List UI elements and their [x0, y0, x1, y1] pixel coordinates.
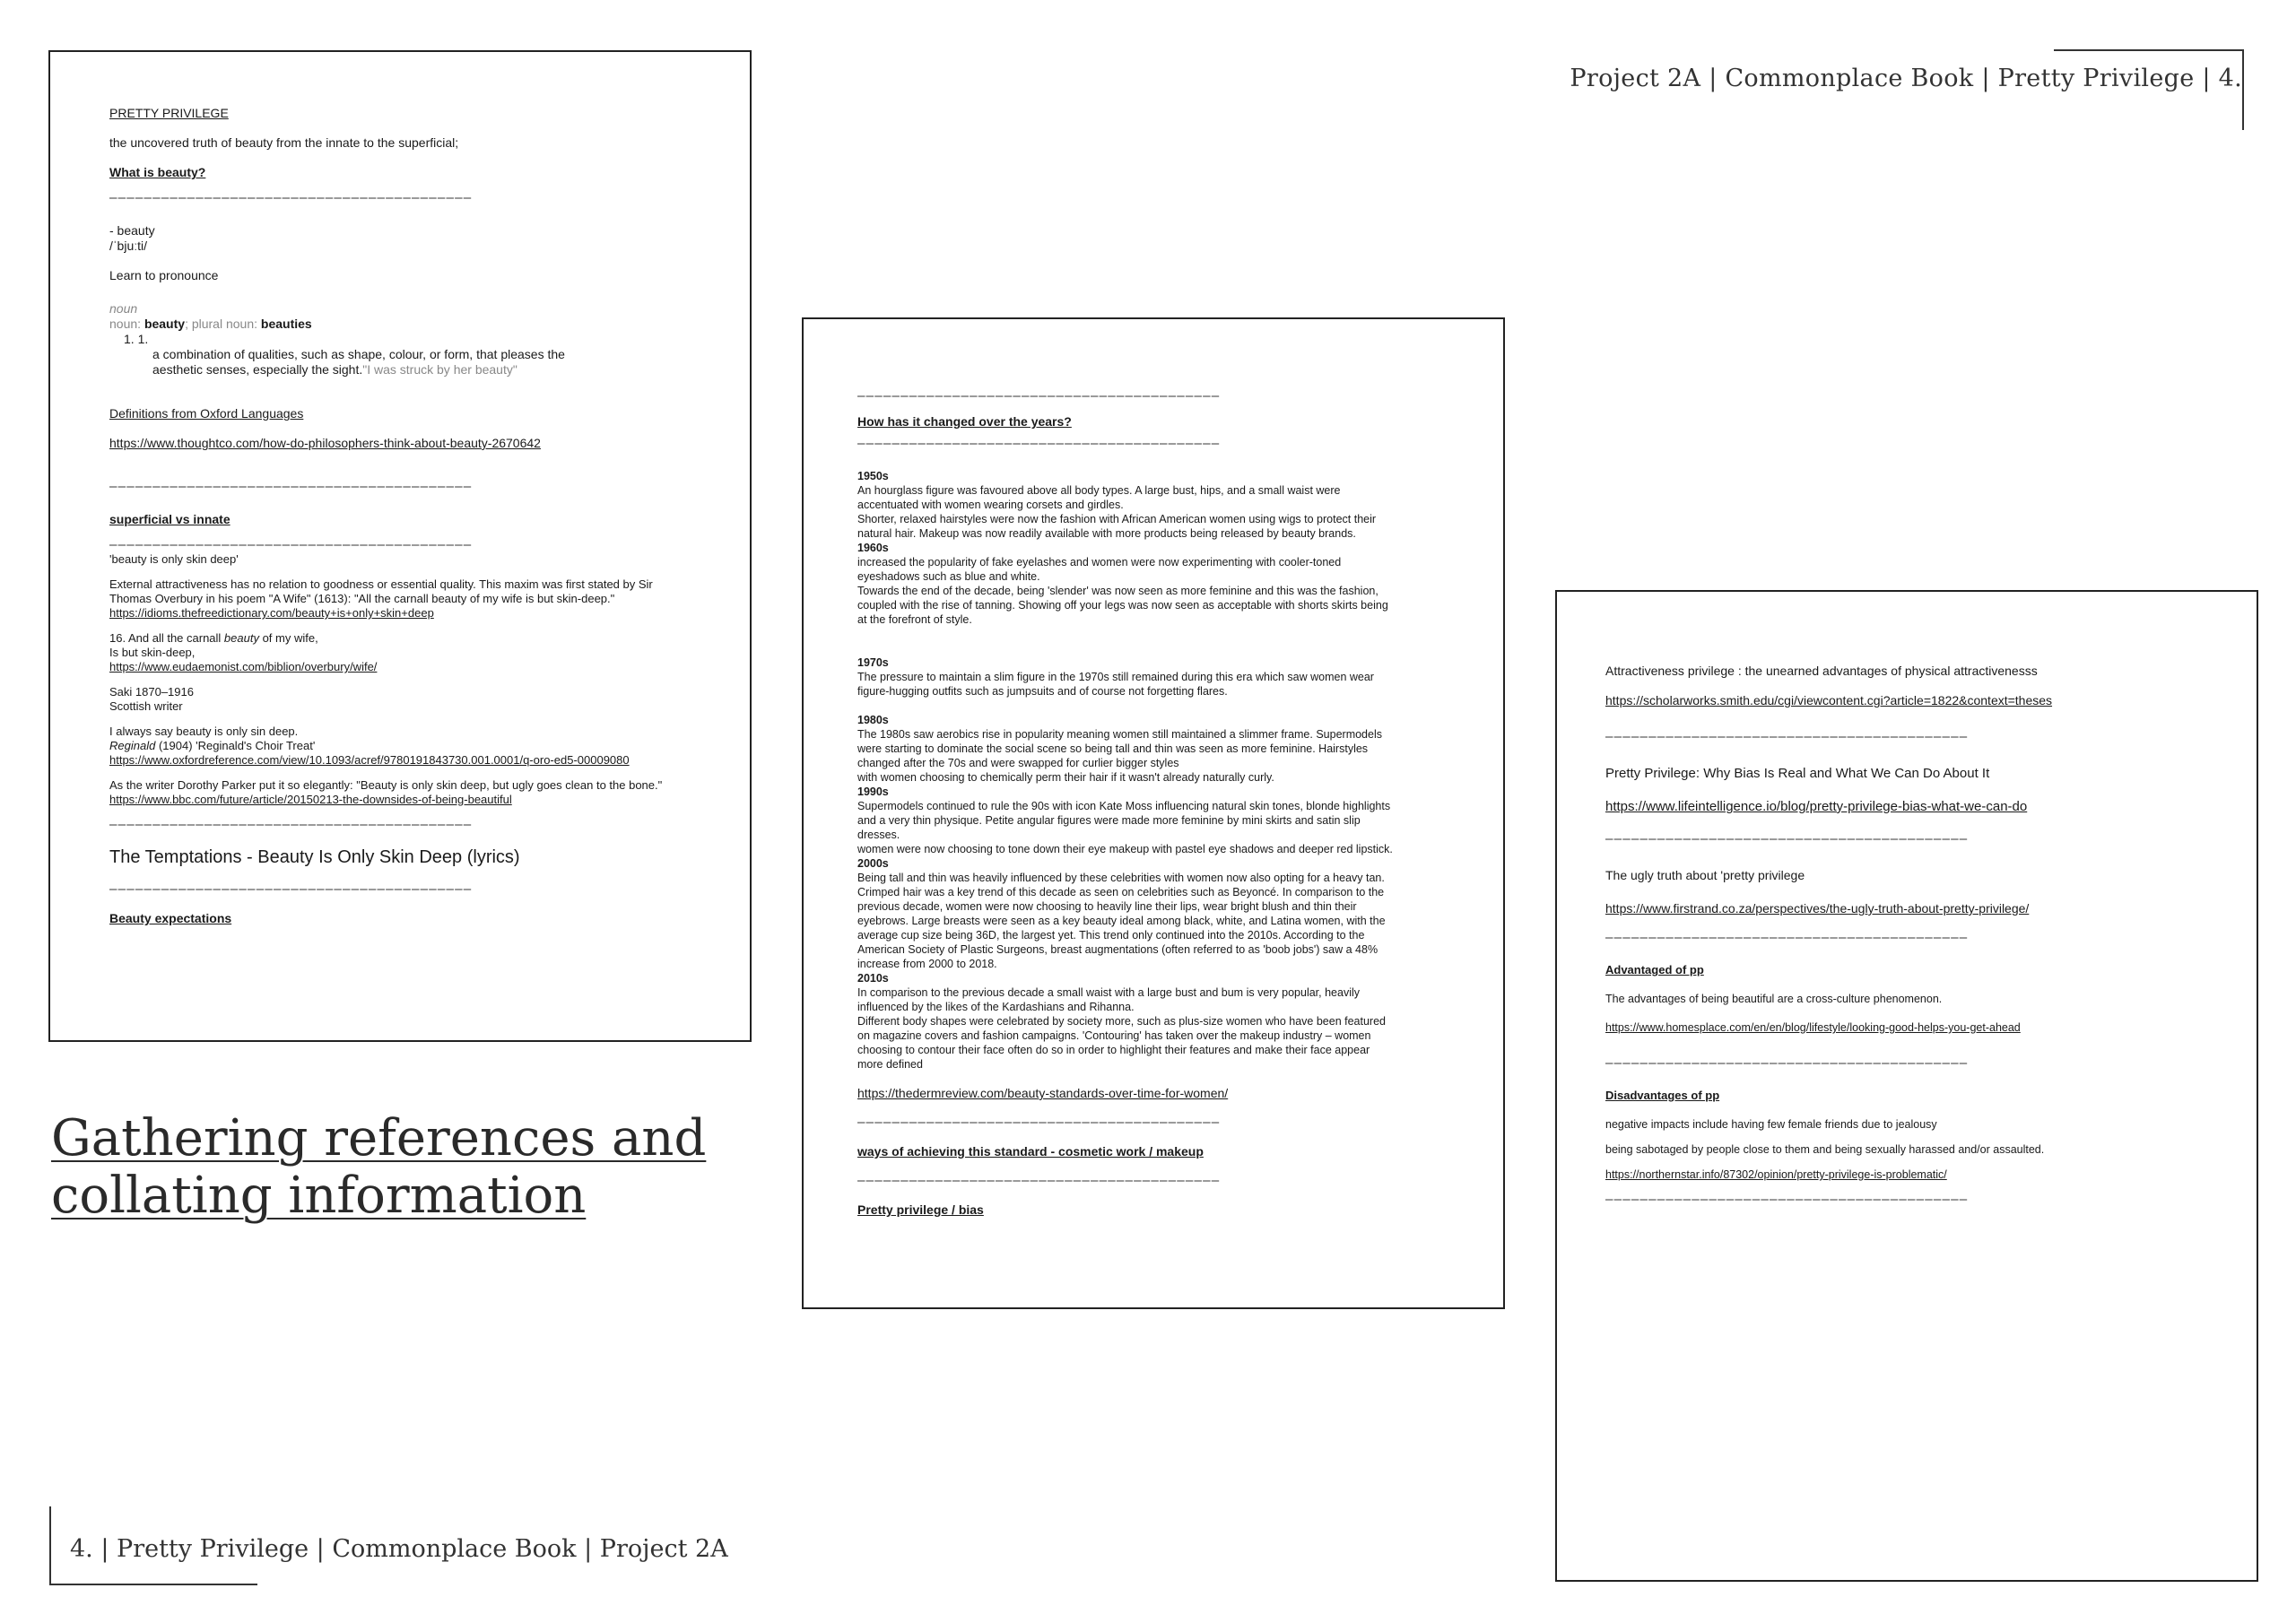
quote: 'beauty is only skin deep' [109, 552, 239, 566]
header-rule [2054, 49, 2244, 51]
text-line: influenced by the likes of the Kardashians and Rihanna. [857, 1001, 1135, 1013]
text-line: with women choosing to chemically perm their hair if it wasn't already naturally curly. [857, 771, 1274, 784]
divider: —————————————————————————————————————————— [109, 538, 473, 552]
reference-link[interactable]: https://www.bbc.com/future/article/20150213-the-downsides-of-being-beautiful [109, 793, 512, 806]
divider: —————————————————————————————————————————— [857, 1115, 1221, 1130]
pronounce-link[interactable]: Learn to pronounce [109, 268, 219, 282]
definition-text: aesthetic senses, especially the sight. [152, 362, 363, 377]
text-line: increased the popularity of fake eyelashes and women were now experimenting with cooler-toned [857, 556, 1342, 568]
question-heading: Advantaged of pp [1605, 963, 1704, 976]
divider: —————————————————————————————————————————— [857, 1174, 1221, 1188]
text-line: and a very thin physique. Petite angular figures were made more feminine by mini skirts and satin slip [857, 814, 1361, 827]
poem-line [109, 631, 696, 646]
divider: —————————————————————————————————————————— [109, 480, 473, 494]
text-line: on magazine covers and fashion campaigns. 'Contouring' has taken over the makeup industry – women [857, 1029, 1371, 1042]
text-line: more defined [857, 1058, 923, 1071]
decade-heading: 1950s [857, 470, 889, 482]
text-line: External attractiveness has no relation to goodness or essential quality. This maxim was first stated by Sir [109, 577, 653, 591]
text-line: women were now choosing to tone down their eye makeup with pastel eye shadows and deeper red lipstick. [857, 843, 1393, 855]
text-line: An hourglass figure was favoured above all body types. A large bust, hips, and a small waist were [857, 484, 1341, 497]
definition-line: a combination of qualities, such as shape, colour, or form, that pleases the [152, 347, 565, 361]
source-text: (1904) 'Reginald's Choir Treat' [155, 739, 316, 752]
decade-1960s-text [857, 555, 1449, 627]
reference-link[interactable]: https://www.eudaemonist.com/biblion/overbury/wife/ [109, 660, 378, 673]
divider: —————————————————————————————————————————— [1605, 931, 1969, 945]
text-line: The pressure to maintain a slim figure in the 1970s still remained during this era which saw women wear [857, 671, 1374, 683]
decade-heading: 2000s [857, 857, 889, 870]
text-line: previous decade, women were now choosing to heavily line their lips, wear bright blush and thin their [857, 900, 1357, 913]
divider: —————————————————————————————————————————— [1605, 1056, 1969, 1071]
decade-heading: 1990s [857, 785, 889, 798]
decade-heading: 1980s [857, 714, 889, 726]
text-line: Shorter, relaxed hairstyles were now the fashion with African American women using wigs to protect their [857, 513, 1377, 525]
reference-link[interactable]: https://www.firstrand.co.za/perspectives/the-ugly-truth-about-pretty-privilege/ [1605, 901, 2030, 916]
definition-line [109, 362, 696, 378]
divider: —————————————————————————————————————————— [1605, 832, 1969, 846]
text-line: accentuated with women wearing corsets and girdles. [857, 499, 1124, 511]
reference-link[interactable]: https://thedermreview.com/beauty-standards-over-time-for-women/ [857, 1086, 1229, 1100]
text-line: Attractiveness privilege : the unearned advantages of physical attractivenesss [1605, 664, 2038, 678]
reference-link[interactable]: https://idioms.thefreedictionary.com/beauty+is+only+skin+deep [109, 606, 434, 620]
question-heading: Beauty expectations [109, 911, 232, 925]
question-heading: Pretty privilege / bias [857, 1202, 984, 1217]
text-line: Being tall and thin was heavily influenced by these celebrities with women now also opting for a heavy tan. [857, 872, 1385, 884]
poem-text: of my wife, [258, 631, 318, 645]
text-line: Thomas Overbury in his poem "A Wife" (1613): "All the carnall beauty of my wife is but skin-deep." [109, 592, 615, 605]
divider: —————————————————————————————————————————— [109, 818, 473, 832]
reference-link[interactable]: https://www.homesplace.com/en/en/blog/lifestyle/looking-good-helps-you-get-ahead [1605, 1021, 2021, 1034]
text-line: figure-hugging outfits such as jumpsuits and of course not forgetting flares. [857, 685, 1228, 698]
document-page-1 [48, 50, 752, 1042]
poem-italic: beauty [223, 631, 259, 645]
page-footer: 4. | Pretty Privilege | Commonplace Book | Project 2A [70, 1535, 728, 1563]
list-number: 1. 1. [124, 332, 149, 346]
text-line: American Society of Plastic Surgeons, breast augmentations (often referred to as 'boob jobs') saw a 48% [857, 943, 1378, 956]
question-heading: How has it changed over the years? [857, 414, 1072, 429]
decade-heading: 1970s [857, 656, 889, 669]
divider: —————————————————————————————————————————— [109, 882, 473, 897]
text-line: The advantages of being beautiful are a cross-culture phenomenon. [1605, 993, 1943, 1005]
decade-heading: 1960s [857, 542, 889, 554]
text-line: eyebrows. Large breasts were seen as a key beauty ideal among black, white, and Latina women, with the [857, 915, 1386, 927]
poem-text: 16. And all the carnall [109, 631, 224, 645]
text-line: negative impacts include having few female friends due to jealousy [1605, 1118, 1937, 1131]
quote-line: As the writer Dorothy Parker put it so elegantly: "Beauty is only skin deep, but ugly goes clean to the bone." [109, 778, 663, 792]
noun-plural: beauties [260, 317, 312, 331]
text-line: Towards the end of the decade, being 'slender' was now seen as more feminine and this was the fashion, [857, 585, 1378, 597]
question-heading: What is beauty? [109, 165, 206, 179]
text-line: dresses. [857, 829, 900, 841]
reference-link[interactable]: https://www.oxfordreference.com/view/10.1093/acref/9780191843730.001.0001/q-oro-ed5-00009080 [109, 753, 630, 767]
section-title-line2: collating information [51, 1167, 587, 1225]
divider: —————————————————————————————————————————— [1605, 730, 1969, 744]
doc-subtitle: the uncovered truth of beauty from the innate to the superficial; [109, 135, 459, 150]
text-line: changed after the 70s and were swapped for curlier bigger styles [857, 757, 1179, 769]
divider: —————————————————————————————————————————— [857, 389, 1221, 404]
author-line: Scottish writer [109, 699, 183, 713]
question-heading: Disadvantages of pp [1605, 1089, 1720, 1102]
text-line: eyeshadows such as blue and white. [857, 570, 1040, 583]
reference-link[interactable]: https://www.thoughtco.com/how-do-philosophers-think-about-beauty-2670642 [109, 436, 541, 450]
noun-prefix: noun: [109, 317, 144, 331]
part-of-speech: noun [109, 301, 138, 316]
text-line: In comparison to the previous decade a small waist with a large bust and bum is very popular, heavily [857, 986, 1361, 999]
section-title [51, 1110, 706, 1225]
text-line: average cup size being 36D, the largest yet. This trend only continued into the 2010s. According to the [857, 929, 1365, 942]
divider: —————————————————————————————————————————— [1605, 1193, 1969, 1207]
divider: —————————————————————————————————————————— [857, 437, 1221, 451]
song-title: The Temptations - Beauty Is Only Skin Deep (lyrics) [109, 847, 520, 867]
text-line: Supermodels continued to rule the 90s with icon Kate Moss influencing natural skin tones, blonde highlights [857, 800, 1391, 812]
text-line: were starting to dominate the social scene so being tall and thin was seen as more feminine. Hairstyles [857, 742, 1369, 755]
section-title-line1: Gathering references and [51, 1109, 707, 1167]
source-italic: Reginald [109, 739, 156, 752]
author-line: Saki 1870–1916 [109, 685, 194, 699]
page-header: Project 2A | Commonplace Book | Pretty Privilege | 4. [1570, 65, 2242, 92]
footer-rule [49, 1584, 257, 1585]
reference-link[interactable]: https://www.lifeintelligence.io/blog/pretty-privilege-bias-what-we-can-do [1605, 799, 2028, 814]
reference-link[interactable]: https://scholarworks.smith.edu/cgi/viewcontent.cgi?article=1822&context=theses [1605, 693, 2053, 707]
decade-1950s-text [857, 483, 1449, 541]
document-page-3 [1555, 590, 2258, 1582]
oxford-link[interactable]: Definitions from Oxford Languages [109, 406, 304, 421]
quote-line: I always say beauty is only sin deep. [109, 725, 299, 738]
header-rule-vertical [2242, 49, 2244, 130]
text-line: The 1980s saw aerobics rise in popularity meaning women still maintained a slimmer frame. Supermodels [857, 728, 1382, 741]
divider: —————————————————————————————————————————— [109, 191, 473, 205]
footer-rule-vertical [49, 1506, 51, 1585]
article-title: Pretty Privilege: Why Bias Is Real and What We Can Do About It [1605, 766, 1990, 781]
noun-word: beauty [144, 317, 186, 331]
definition-example: "I was struck by her beauty" [362, 362, 517, 377]
text-line: Crimped hair was a key trend of this decade as seen on celebrities such as Beyoncé. In comparison to the [857, 886, 1385, 898]
poem-line: Is but skin-deep, [109, 646, 196, 659]
text-line: choosing to contour their face often do so in order to highlight their features and make their face appear [857, 1044, 1370, 1056]
document-page-2 [802, 317, 1505, 1309]
text-line: Different body shapes were celebrated by society more, such as plus-size women who have been featured [857, 1015, 1386, 1028]
reference-link[interactable]: https://northernstar.info/87302/opinion/pretty-privilege-is-problematic/ [1605, 1168, 1947, 1181]
source-line [109, 739, 696, 753]
definition-word: - beauty [109, 223, 155, 238]
noun-line [109, 317, 696, 332]
text-line: coupled with the rise of tanning. Showing off your legs was now seen as acceptable with shorts skirts being [857, 599, 1388, 612]
text-line: increase from 2000 to 2018. [857, 958, 997, 970]
question-heading: ways of achieving this standard - cosmetic work / makeup [857, 1144, 1204, 1159]
phonetic: /ˈbjuːti/ [109, 239, 148, 253]
text-line: natural hair. Makeup was now readily available with more products being released by beauty brands. [857, 527, 1356, 540]
decade-heading: 2010s [857, 972, 889, 985]
question-heading: superficial vs innate [109, 512, 230, 526]
text-line: at the forefront of style. [857, 613, 972, 626]
article-title: The ugly truth about 'pretty privilege [1605, 868, 1805, 882]
doc-heading: PRETTY PRIVILEGE [109, 106, 229, 120]
noun-mid: ; plural noun: [185, 317, 261, 331]
text-line: being sabotaged by people close to them and being sexually harassed and/or assaulted. [1605, 1143, 2045, 1156]
